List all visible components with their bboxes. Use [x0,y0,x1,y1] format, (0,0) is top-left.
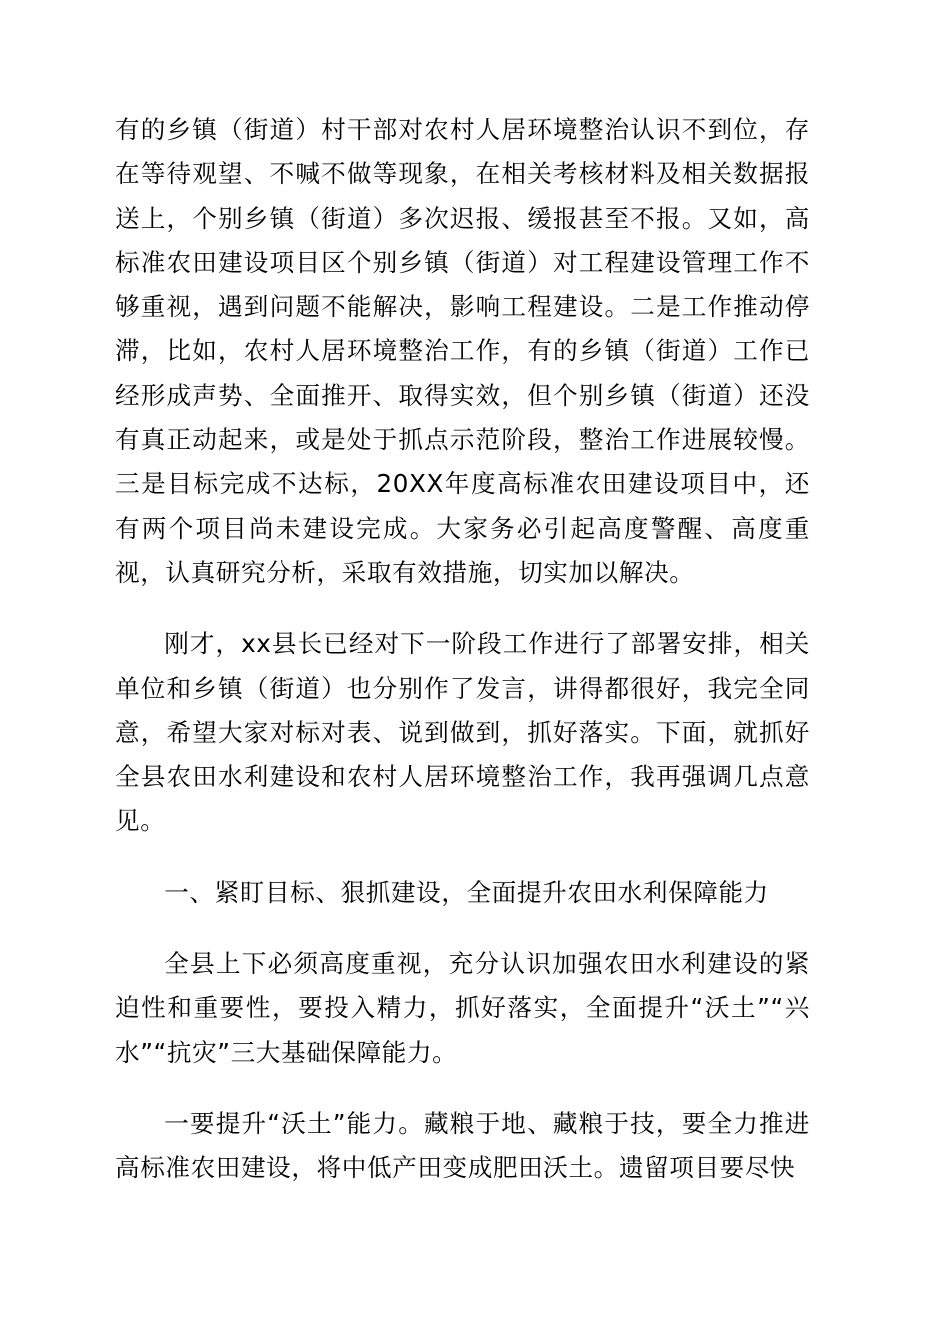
document-body [115,108,810,1191]
section-heading-1: 一、紧盯目标、狠抓建设，全面提升农田水利保障能力 [164,877,769,907]
paragraph-intro: 刚才，xx县长已经对下一阶段工作进行了部署安排，相关单位和乡镇（街道）也分别作了发言，讲得都很好，我完全同意，希望大家对标对表、说到做到，抓好落实。下面，就抓好全县农田水利建设和农村人居环境整治工作，我再强调几点意见。 [115,629,810,836]
paragraph-section-1: 全县上下必须高度重视，充分认识加强农田水利建设的紧迫性和重要性，要投入精力，抓好落实，全面提升“沃土”“兴水”“抗灾”三大基础保障能力。 [115,949,810,1067]
paragraph-item-1: 一要提升“沃土”能力。藏粮于地、藏粮于技，要全力推进高标准农田建设，将中低产田变成肥田沃土。遗留项目要尽快 [115,1108,810,1183]
paragraph-continuation: 有的乡镇（街道）村干部对农村人居环境整治认识不到位，存在等待观望、不喊不做等现象，在相关考核材料及相关数据报送上，个别乡镇（街道）多次迟报、缓报甚至不报。又如，高标准农田建设项目区个别乡镇（街道）对工程建设管理工作不够重视，遇到问题不能解决，影响工程建设。二是工作推动停滞，比如，农村人居环境整治工作，有的乡镇（街道）工作已经形成声势、全面推开、取得实效，但个别乡镇（街道）还没有真正动起来，或是处于抓点示范阶段，整治工作进展较慢。三是目标完成不达标，20XX年度高标准农田建设项目中，还有两个项目尚未建设完成。大家务必引起高度警醒、高度重视，认真研究分析，采取有效措施，切实加以解决。 [115,115,810,587]
